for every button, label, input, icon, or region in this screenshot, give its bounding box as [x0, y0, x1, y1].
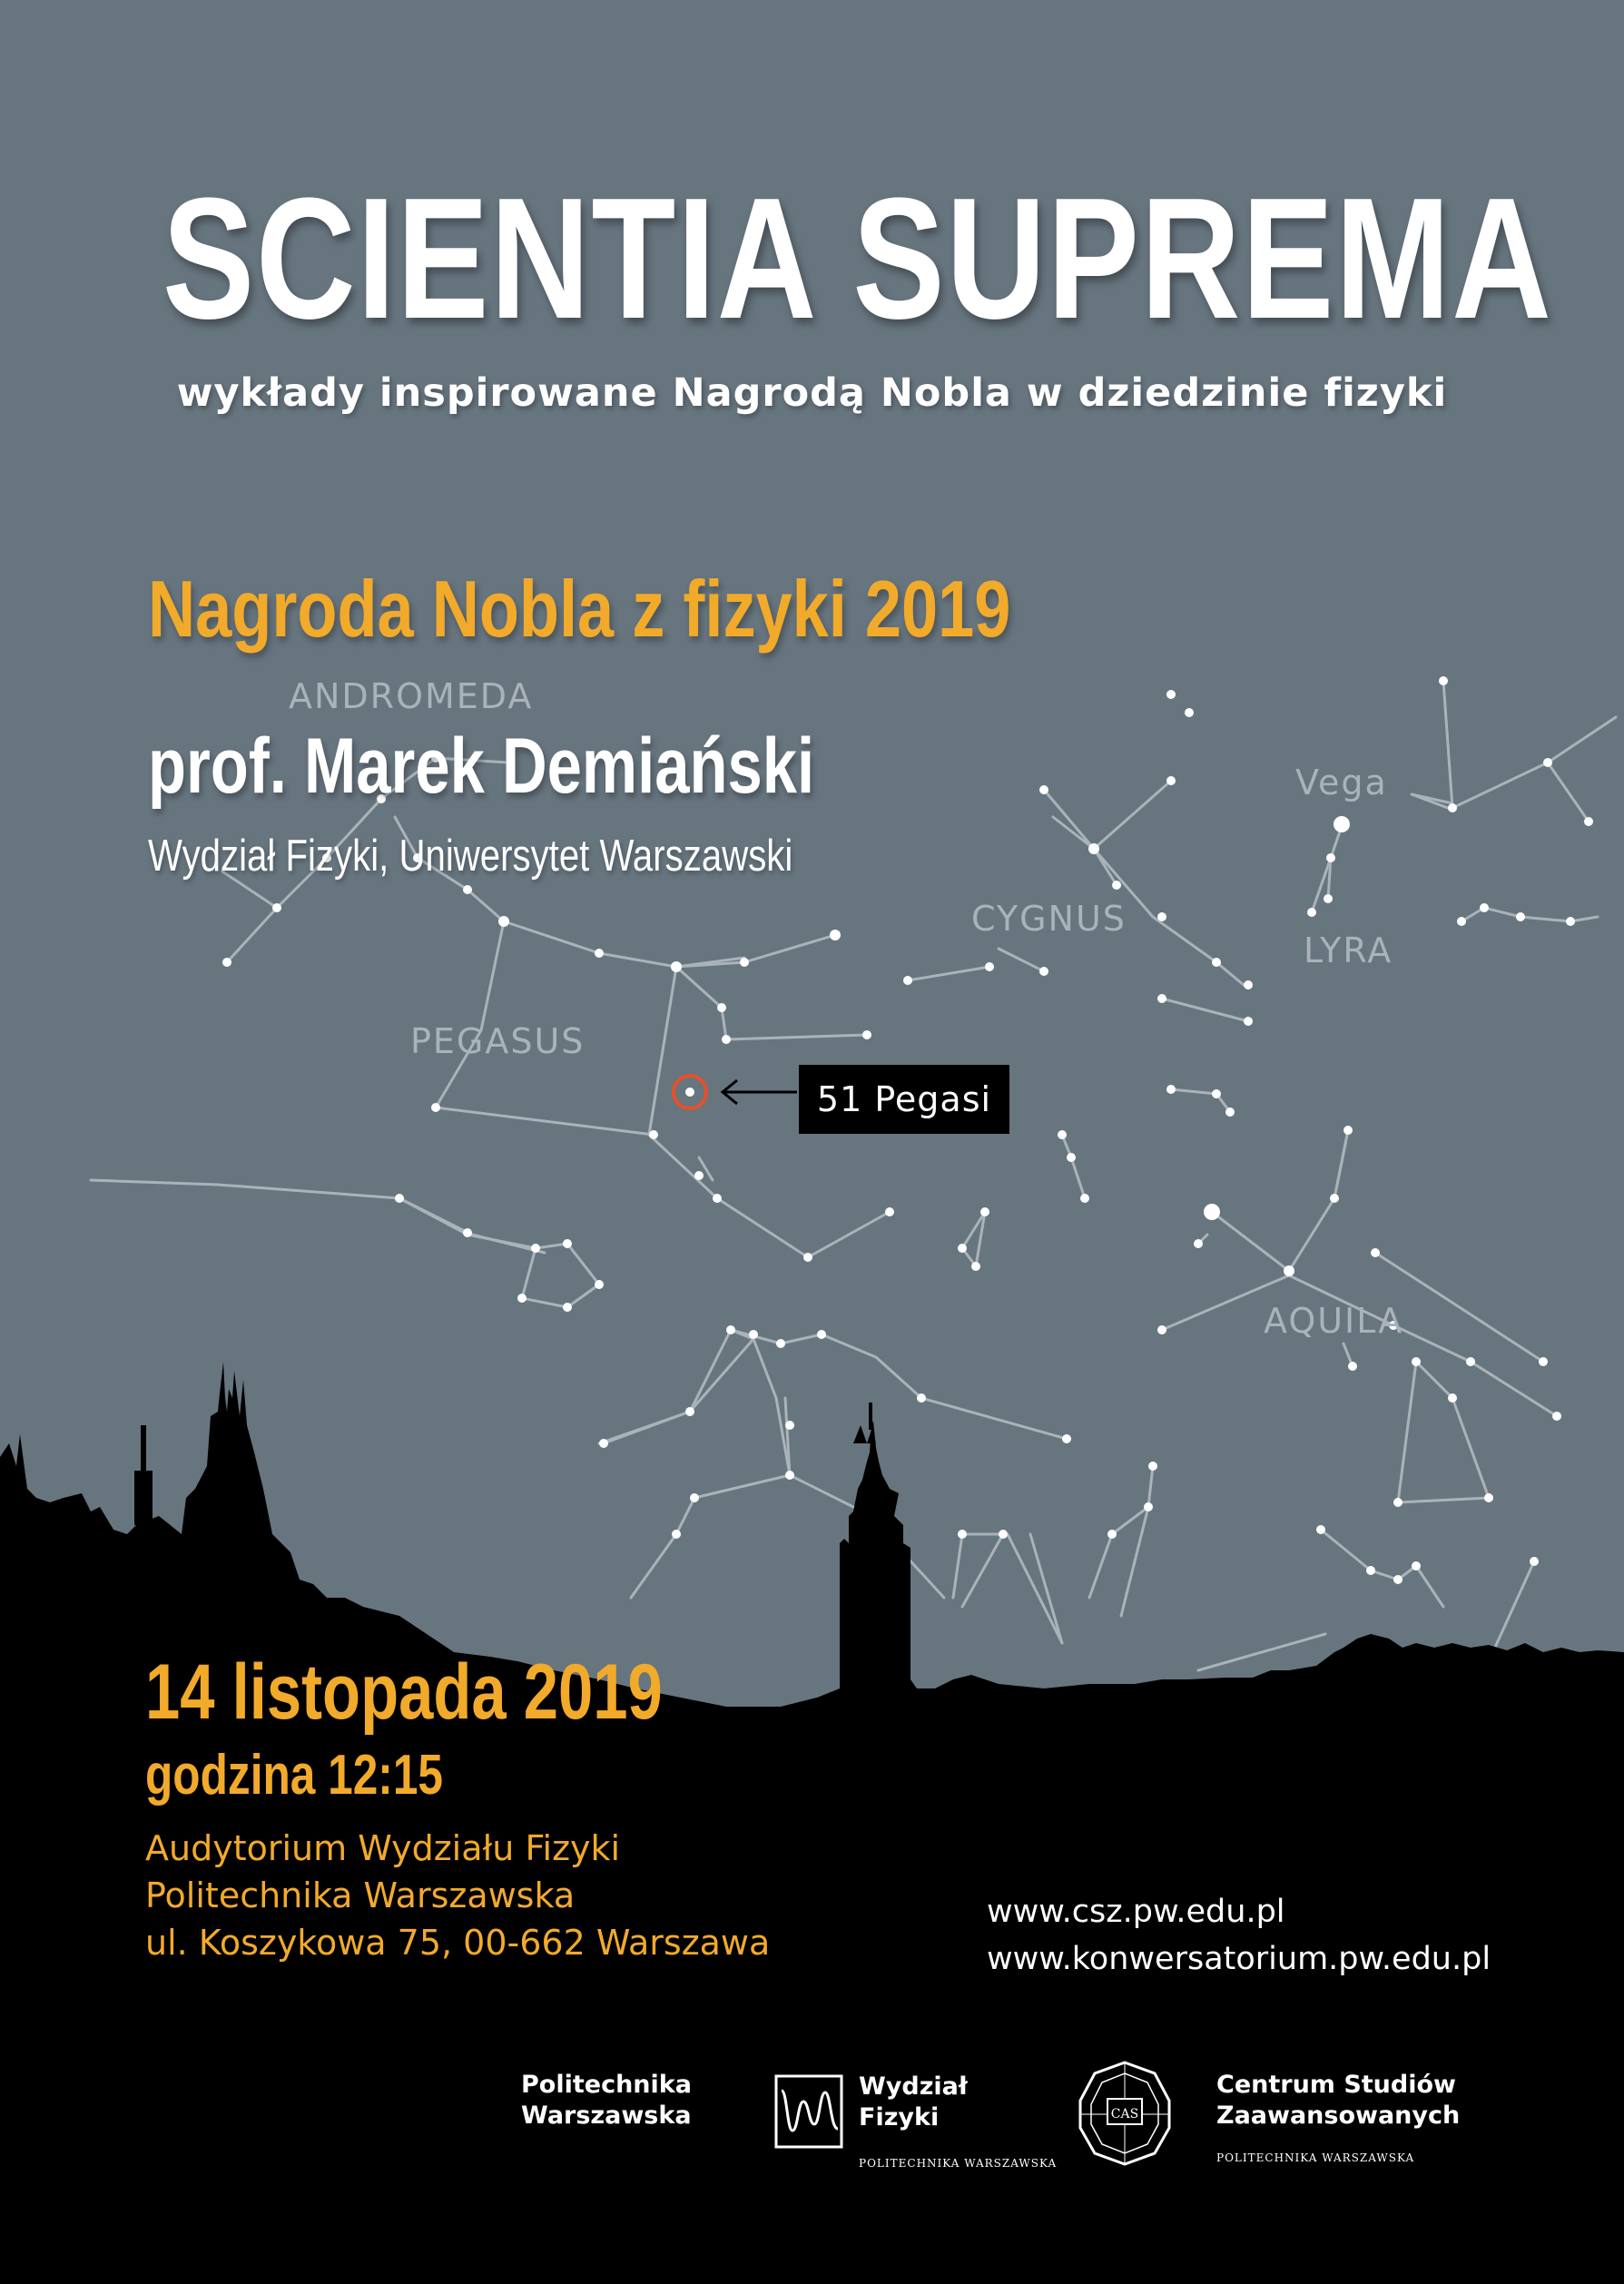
event-venue — [145, 1825, 770, 1966]
logo-pw-line1: Politechnika — [521, 2071, 692, 2099]
constellation-label-pegasus: PEGASUS — [410, 1021, 586, 1061]
csz-emblem-text: CAS — [1110, 2107, 1139, 2122]
venue-line: ul. Koszykowa 75, 00-662 Warszawa — [145, 1923, 771, 1963]
speaker-affiliation: Wydział Fizyki, Uniwersytet Warszawski — [148, 832, 793, 881]
logo-wf-line2: Fizyki — [859, 2103, 940, 2131]
series-subtitle: wykłady inspirowane Nagrodą Nobla w dziedzinie fizyki — [176, 370, 1448, 416]
web-links — [987, 1888, 1491, 1983]
lecture-topic: Nagroda Nobla z fizyki 2019 — [148, 564, 1011, 654]
constellation-label-cygnus: CYGNUS — [971, 899, 1127, 939]
logo-politechnika-warszawska — [521, 2070, 692, 2131]
event-time: godzina 12:15 — [145, 1744, 443, 1807]
logo-csz-line1: Centrum Studiów — [1216, 2071, 1456, 2099]
venue-line: Audytorium Wydziału Fizyki — [145, 1828, 621, 1868]
link-konwersatorium[interactable]: www.konwersatorium.pw.edu.pl — [987, 1941, 1491, 1977]
star-label-vega: Vega — [1295, 763, 1388, 802]
logo-csz-line2: Zaawansowanych — [1216, 2102, 1461, 2130]
speaker-name: prof. Marek Demiański — [148, 723, 815, 810]
venue-line: Politechnika Warszawska — [145, 1875, 576, 1915]
logo-wf-line1: Wydział — [859, 2072, 968, 2101]
constellation-label-aquila: AQUILA — [1264, 1301, 1404, 1341]
logo-wf-sub: POLITECHNIKA WARSZAWSKA — [859, 2157, 1058, 2170]
link-csz[interactable]: www.csz.pw.edu.pl — [987, 1894, 1285, 1930]
constellation-label-andromeda: ANDROMEDA — [289, 676, 534, 716]
star-callout-51-pegasi: 51 Pegasi — [799, 1065, 1009, 1134]
logo-wydzial-fizyki — [859, 2072, 968, 2133]
logo-pw-line2: Warszawska — [521, 2102, 692, 2130]
constellation-label-lyra: LYRA — [1304, 930, 1393, 970]
event-date: 14 listopada 2019 — [145, 1649, 663, 1736]
wydzial-fizyki-emblem-icon — [774, 2074, 843, 2149]
51-pegasi-marker — [674, 1076, 797, 1108]
logo-csz-sub: POLITECHNIKA WARSZAWSKA — [1216, 2151, 1415, 2164]
csz-emblem-icon — [1075, 2059, 1175, 2168]
logo-centrum-studiow — [1216, 2070, 1460, 2131]
series-title: SCIENTIA SUPREMA — [162, 162, 1553, 355]
